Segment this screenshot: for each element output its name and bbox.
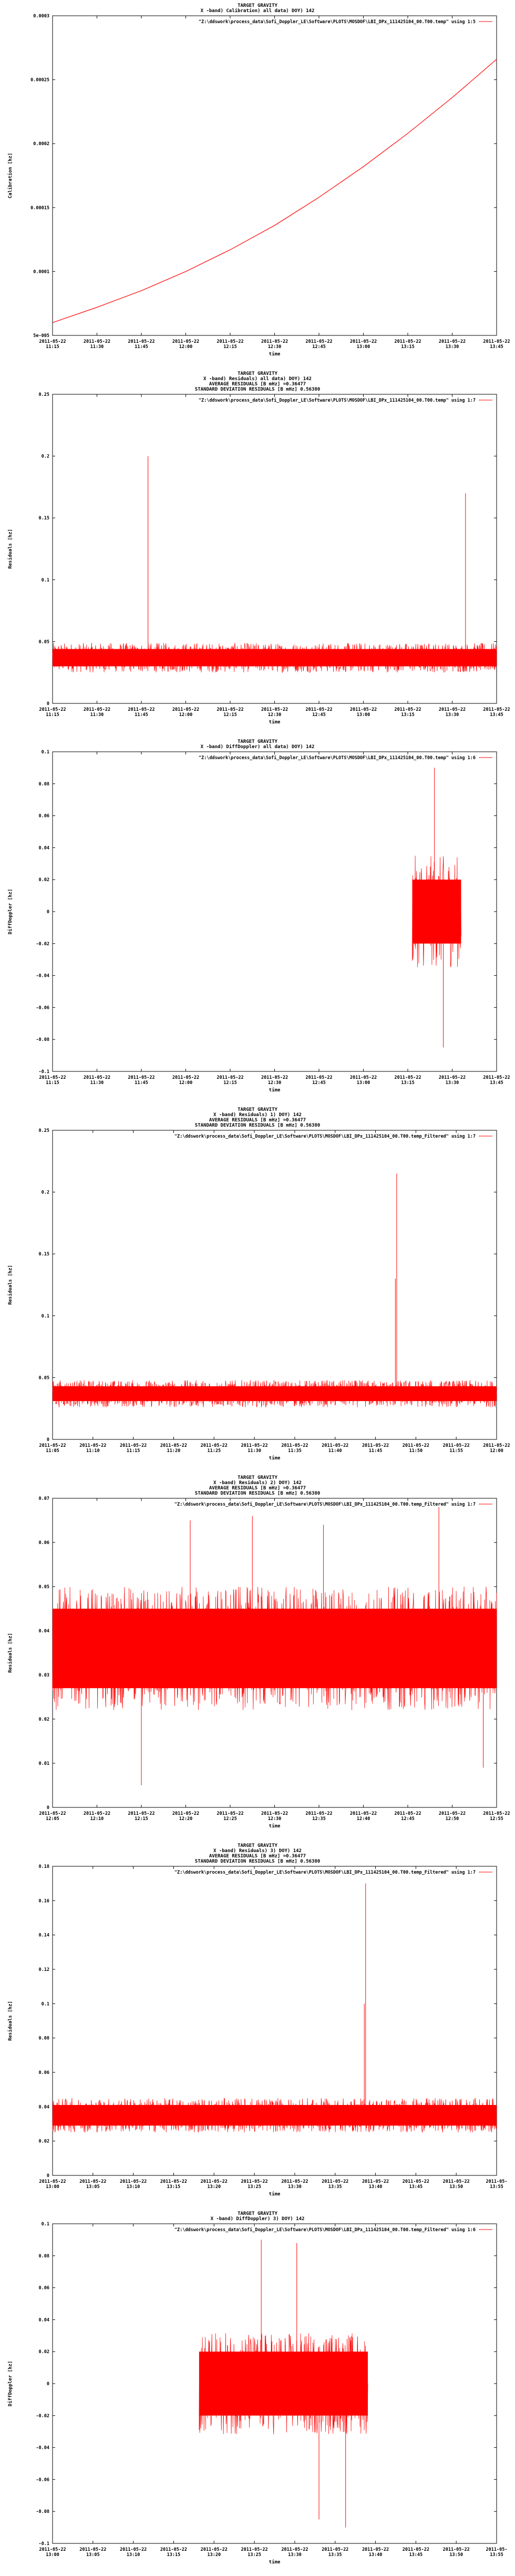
y-tick-label: -0.06	[36, 1005, 49, 1011]
x-tick-label: 13:15	[167, 2184, 181, 2190]
x-tick-label: 12:30	[267, 344, 282, 350]
y-tick-label: 0.05	[38, 1585, 49, 1590]
x-tick-label: 2011-05-22	[217, 1075, 244, 1080]
chart-panel-6	[0, 1840, 515, 2208]
y-tick-label: 0.25	[38, 1128, 49, 1133]
y-tick-label: 0.08	[38, 781, 49, 787]
plot-frame	[53, 1866, 497, 2175]
x-tick-label: 11:40	[328, 1448, 342, 1454]
x-tick-label: 11:55	[449, 1448, 463, 1454]
x-tick-label: 2011-05-22	[39, 2547, 66, 2552]
x-tick-label: 2011-05-22	[172, 339, 200, 344]
y-tick-label: 0.0003	[33, 14, 49, 19]
y-tick-label: 5e-005	[33, 333, 49, 339]
x-tick-label: 2011-05-22	[217, 707, 244, 712]
y-tick-label: -0.08	[36, 2509, 49, 2515]
x-tick-label: 11:45	[135, 344, 148, 350]
x-tick-label: 11:15	[46, 712, 59, 718]
y-tick-label: -0.04	[36, 973, 49, 979]
x-tick-label: 12:30	[267, 1816, 282, 1822]
x-tick-label: 2011-05-22	[200, 2547, 228, 2552]
y-tick-label: 0.06	[38, 2285, 49, 2291]
x-tick-label: 12:00	[179, 712, 193, 718]
y-tick-label: 0	[46, 909, 49, 915]
x-tick-label: 12:35	[312, 1816, 326, 1822]
chart-title-line: STANDARD DEVIATION RESIDUALS [B mHz] 0.56380	[194, 1491, 321, 1496]
y-tick-label: 0	[46, 1437, 49, 1443]
x-tick-label: 13:00	[46, 2552, 59, 2558]
y-tick-label: 0.14	[38, 1933, 49, 1938]
y-tick-label: 0.01	[38, 1761, 49, 1766]
x-tick-label: 2011-05-22	[128, 1075, 155, 1080]
chart-panel-2	[0, 368, 515, 736]
x-tick-label: 2011-05-22	[322, 2179, 349, 2184]
x-tick-label: 12:00	[179, 344, 193, 350]
y-tick-label: -0.06	[36, 2477, 49, 2483]
x-tick-label: 12:45	[312, 1080, 326, 1086]
x-tick-label: 12:30	[267, 712, 282, 718]
x-tick-label: 12:05	[46, 1816, 59, 1822]
x-tick-label: 13:30	[445, 1080, 459, 1086]
x-tick-label: 2011-05-22	[322, 2547, 349, 2552]
x-tick-label: 13:05	[86, 2552, 100, 2558]
x-tick-label: 2011-05-22	[261, 707, 289, 712]
chart-title-line: X -band) Residuals) 3) DOY) 142	[213, 1848, 302, 1854]
legend-entry: "Z:\ddswork\process_data\Sofi_Doppler_LE\Software\PLOTS\MOSDOF\LBI_DPx_111425104_00.T00.temp" using 1:5	[198, 19, 476, 25]
y-tick-label: 0.08	[38, 2036, 49, 2041]
x-tick-label: 2011-05-22	[483, 339, 510, 344]
x-tick-label: 2011-05-22	[438, 707, 466, 712]
y-tick-label: 0.15	[38, 516, 49, 522]
y-tick-label: 0.00025	[30, 77, 49, 83]
x-tick-label: 2011-05-22	[305, 339, 333, 344]
y-tick-label: -0.04	[36, 2445, 49, 2451]
x-tick-label: 13:55	[490, 2552, 503, 2558]
x-tick-label: 11:30	[90, 1080, 104, 1086]
x-tick-label: 2011-05-22	[402, 2179, 429, 2184]
x-tick-label: 2011-05-22	[217, 1811, 244, 1816]
y-axis-label: Calibration [hz]	[8, 152, 13, 199]
chart-title-line: STANDARD DEVIATION RESIDUALS [B mHz] 0.56380	[194, 387, 321, 392]
y-tick-label: 0.0001	[33, 269, 49, 275]
x-tick-label: 13:20	[207, 2552, 221, 2558]
x-tick-label: 2011-05-22	[39, 1075, 66, 1080]
x-axis-label: time	[269, 1088, 281, 1093]
y-axis-label: DiffDoppler [hz]	[8, 2360, 13, 2407]
chart-title-line: X -band) Calibration) all data) DOY) 142	[200, 8, 315, 14]
x-tick-label: 13:45	[490, 712, 503, 718]
x-tick-label: 2011-05-22	[281, 2179, 308, 2184]
chart-title-line: TARGET GRAVITY	[238, 3, 277, 8]
x-tick-label: 13:45	[490, 1080, 503, 1086]
y-tick-label: 0.06	[38, 1540, 49, 1546]
x-tick-label: 11:30	[90, 344, 104, 350]
x-tick-label: 2011-05-22	[128, 707, 155, 712]
y-tick-label: 0.02	[38, 1717, 49, 1722]
x-tick-label: 2011-05-22	[394, 1811, 421, 1816]
x-tick-label: 2011-05-22	[394, 1075, 421, 1080]
x-tick-label: 2011-05-22	[394, 707, 421, 712]
x-tick-label: 13:15	[401, 344, 415, 350]
x-tick-label: 2011-05-22	[438, 1811, 466, 1816]
x-tick-label: 2011-05-22	[281, 1443, 308, 1448]
legend-entry: "Z:\ddswork\process_data\Sofi_Doppler_LE\Software\PLOTS\MOSDOF\LBI_DPx_111425104_00.T00.temp" using 1:7	[198, 398, 476, 403]
x-tick-label: 13:50	[449, 2552, 463, 2558]
x-tick-label: 2011-05-22	[402, 2547, 429, 2552]
x-tick-label: 2011-05-22	[172, 707, 200, 712]
x-tick-label: 2011-05-22	[305, 1075, 333, 1080]
y-tick-label: 0.00015	[30, 205, 49, 211]
y-axis-label: DiffDoppler [hz]	[8, 888, 13, 935]
x-tick-label: 2011-05-22	[172, 1075, 200, 1080]
x-tick-label: 2011-05-22	[241, 2547, 268, 2552]
x-tick-label: 13:35	[328, 2184, 342, 2190]
x-tick-label: 12:30	[267, 1080, 282, 1086]
x-tick-label: 2011-05-22	[172, 1811, 200, 1816]
chart-title-line: TARGET GRAVITY	[238, 1107, 277, 1112]
y-tick-label: 0.02	[38, 877, 49, 883]
chart-title-line: TARGET GRAVITY	[238, 1475, 277, 1480]
x-tick-label: 2011-05-22	[402, 1443, 429, 1448]
x-tick-label: 2011-05-22	[160, 2547, 188, 2552]
x-tick-label: 13:15	[167, 2552, 181, 2558]
chart-title-line: X -band) Residuals) 2) DOY) 142	[213, 1480, 302, 1486]
x-tick-label: 13:00	[356, 1080, 370, 1086]
y-tick-label: 0.16	[38, 1898, 49, 1904]
x-axis-label: time	[269, 2560, 281, 2565]
y-tick-label: 0	[46, 2381, 49, 2387]
x-tick-label: 11:05	[46, 1448, 59, 1454]
x-tick-label: 11:45	[135, 712, 148, 718]
chart-title-line: TARGET GRAVITY	[238, 1843, 277, 1848]
x-tick-label: 2011-05-22	[39, 1443, 66, 1448]
x-tick-label: 2011-05-22	[120, 2179, 147, 2184]
chart-title-line: TARGET GRAVITY	[238, 2211, 277, 2216]
x-tick-label: 11:30	[248, 1448, 261, 1454]
y-tick-label: 0.02	[38, 2349, 49, 2355]
y-tick-label: 0.05	[38, 1375, 49, 1381]
x-tick-label: 11:50	[409, 1448, 423, 1454]
x-tick-label: 12:25	[223, 1816, 237, 1822]
x-tick-label: 13:40	[368, 2552, 383, 2558]
plot-frame	[53, 16, 497, 335]
x-tick-label: 2011-05-22	[442, 2547, 470, 2552]
x-tick-label: 12:00	[490, 1448, 503, 1454]
x-tick-label: 2011-05-22	[438, 339, 466, 344]
x-tick-label: 12:55	[490, 1816, 503, 1822]
y-tick-label: 0.04	[38, 2104, 49, 2110]
x-tick-label: 12:15	[223, 712, 237, 718]
chart-svg	[0, 2208, 515, 2576]
y-tick-label: 0.12	[38, 1967, 49, 1972]
y-tick-label: -0.08	[36, 1037, 49, 1043]
chart-title-line: X -band) Residuals) all data) DOY) 142	[203, 376, 312, 382]
x-tick-label: 13:00	[46, 2184, 59, 2190]
y-tick-label: -0.02	[36, 2413, 49, 2419]
x-tick-label: 11:15	[46, 344, 59, 350]
y-tick-label: 0.08	[38, 2253, 49, 2259]
x-tick-label: 12:20	[179, 1816, 193, 1822]
chart-title-line: STANDARD DEVIATION RESIDUALS [B mHz] 0.56380	[194, 1859, 321, 1864]
y-tick-label: 0.1	[41, 750, 49, 755]
x-tick-label: 13:45	[409, 2552, 423, 2558]
y-axis-label: Residuals [hz]	[8, 529, 13, 569]
x-tick-label: 13:15	[401, 712, 415, 718]
y-tick-label: -0.02	[36, 941, 49, 947]
x-tick-label: 2011-05-	[486, 2547, 508, 2552]
x-tick-label: 2011-05-22	[83, 1075, 111, 1080]
x-tick-label: 12:15	[135, 1816, 148, 1822]
x-tick-label: 2011-05-22	[241, 1443, 268, 1448]
x-tick-label: 2011-05-22	[39, 339, 66, 344]
x-tick-label: 2011-05-22	[261, 339, 289, 344]
x-tick-label: 2011-05-22	[305, 1811, 333, 1816]
y-tick-label: 0.1	[41, 2222, 49, 2227]
chart-panel-1	[0, 0, 515, 368]
chart-panel-3	[0, 736, 515, 1104]
y-tick-label: 0.04	[38, 1629, 49, 1634]
x-tick-label: 13:15	[401, 1080, 415, 1086]
y-tick-label: 0.04	[38, 845, 49, 851]
y-tick-label: 0.03	[38, 1673, 49, 1678]
x-tick-label: 12:45	[401, 1816, 415, 1822]
x-tick-label: 2011-05-22	[483, 1811, 510, 1816]
legend-entry: "Z:\ddswork\process_data\Sofi_Doppler_LE\Software\PLOTS\MOSDOF\LBI_DPx_111425104_00.T00.temp" using 1:6	[198, 755, 476, 761]
x-tick-label: 2011-05-22	[483, 1443, 510, 1448]
chart-title-line: TARGET GRAVITY	[238, 371, 277, 376]
chart-svg	[0, 1472, 515, 1840]
y-tick-label: 0.2	[41, 1190, 49, 1195]
x-tick-label: 11:15	[126, 1448, 140, 1454]
x-tick-label: 12:10	[90, 1816, 104, 1822]
y-tick-label: 0.1	[41, 577, 49, 583]
x-tick-label: 12:45	[312, 344, 326, 350]
x-tick-label: 13:25	[248, 2552, 261, 2558]
chart-svg	[0, 368, 515, 736]
y-tick-label: 0.0002	[33, 141, 49, 147]
x-tick-label: 2011-05-22	[160, 1443, 188, 1448]
x-tick-label: 2011-05-22	[261, 1075, 289, 1080]
x-tick-label: 2011-05-22	[83, 707, 111, 712]
x-tick-label: 12:45	[312, 712, 326, 718]
chart-panel-7	[0, 2208, 515, 2576]
x-tick-label: 2011-05-22	[120, 2547, 147, 2552]
x-tick-label: 13:55	[490, 2184, 503, 2190]
x-tick-label: 2011-05-22	[39, 707, 66, 712]
legend-entry: "Z:\ddswork\process_data\Sofi_Doppler_LE\Software\PLOTS\MOSDOF\LBI_DPx_111425104_00.T00.temp_Filtered" using 1:6	[174, 2227, 476, 2233]
x-tick-label: 2011-05-22	[39, 1811, 66, 1816]
x-tick-label: 2011-05-22	[217, 339, 244, 344]
x-tick-label: 12:15	[223, 344, 237, 350]
chart-title-line: X -band) Residuals) 1) DOY) 142	[213, 1112, 302, 1118]
series-line	[53, 2098, 497, 2132]
x-tick-label: 2011-05-22	[349, 1811, 377, 1816]
chart-title-line: X -band) DiffDoppler) 3) DOY) 142	[210, 2216, 305, 2222]
y-tick-label: 0	[46, 2173, 49, 2179]
x-tick-label: 13:05	[86, 2184, 100, 2190]
y-axis-label: Residuals [hz]	[8, 2001, 13, 2041]
y-tick-label: 0.25	[38, 392, 49, 397]
x-tick-label: 13:40	[368, 2184, 383, 2190]
x-axis-label: time	[269, 1456, 281, 1461]
legend-entry: "Z:\ddswork\process_data\Sofi_Doppler_LE\Software\PLOTS\MOSDOF\LBI_DPx_111425104_00.T00.temp_Filtered" using 1:7	[174, 1134, 476, 1139]
x-axis-label: time	[269, 720, 281, 725]
x-tick-label: 12:00	[179, 1080, 193, 1086]
x-tick-label: 12:50	[445, 1816, 459, 1822]
y-axis-label: Residuals [hz]	[8, 1633, 13, 1673]
x-tick-label: 11:10	[86, 1448, 100, 1454]
x-tick-label: 2011-05-22	[120, 1443, 147, 1448]
x-tick-label: 13:45	[490, 344, 503, 350]
x-tick-label: 2011-05-22	[128, 1811, 155, 1816]
x-tick-label: 13:50	[449, 2184, 463, 2190]
chart-svg	[0, 736, 515, 1104]
x-tick-label: 2011-05-22	[483, 1075, 510, 1080]
x-tick-label: 2011-05-22	[39, 2179, 66, 2184]
x-tick-label: 2011-05-22	[261, 1811, 289, 1816]
x-tick-label: 2011-05-	[486, 2179, 508, 2184]
chart-title-line: TARGET GRAVITY	[238, 739, 277, 744]
y-tick-label: 0.15	[38, 1252, 49, 1258]
x-tick-label: 2011-05-22	[394, 339, 421, 344]
y-tick-label: 0.06	[38, 2070, 49, 2076]
x-tick-label: 2011-05-22	[200, 2179, 228, 2184]
x-tick-label: 2011-05-22	[83, 1811, 111, 1816]
x-tick-label: 2011-05-22	[200, 1443, 228, 1448]
x-tick-label: 11:45	[135, 1080, 148, 1086]
x-tick-label: 12:15	[223, 1080, 237, 1086]
x-tick-label: 2011-05-22	[349, 707, 377, 712]
chart-title-line: STANDARD DEVIATION RESIDUALS [B mHz] 0.56380	[194, 1123, 321, 1128]
legend-entry: "Z:\ddswork\process_data\Sofi_Doppler_LE\Software\PLOTS\MOSDOF\LBI_DPx_111425104_00.T00.temp_Filtered" using 1:7	[174, 1870, 476, 1875]
x-tick-label: 13:30	[288, 2552, 302, 2558]
x-axis-label: time	[269, 352, 281, 357]
x-tick-label: 2011-05-22	[442, 2179, 470, 2184]
x-tick-label: 2011-05-22	[241, 2179, 268, 2184]
x-tick-label: 2011-05-22	[128, 339, 155, 344]
x-tick-label: 13:30	[445, 344, 459, 350]
x-tick-label: 11:30	[90, 712, 104, 718]
x-axis-label: time	[269, 2192, 281, 2197]
y-tick-label: 0.06	[38, 813, 49, 819]
x-tick-label: 11:25	[207, 1448, 221, 1454]
x-tick-label: 11:45	[368, 1448, 383, 1454]
x-tick-label: 13:35	[328, 2552, 342, 2558]
y-axis-label: Residuals [hz]	[8, 1265, 13, 1305]
chart-panel-4	[0, 1104, 515, 1472]
x-tick-label: 2011-05-22	[79, 2547, 107, 2552]
y-tick-label: 0.05	[38, 639, 49, 645]
x-tick-label: 2011-05-22	[349, 1075, 377, 1080]
legend-entry: "Z:\ddswork\process_data\Sofi_Doppler_LE\Software\PLOTS\MOSDOF\LBI_DPx_111425104_00.T00.temp_Filtered" using 1:7	[174, 1502, 476, 1507]
chart-svg	[0, 1840, 515, 2208]
x-tick-label: 11:15	[46, 1080, 59, 1086]
y-tick-label: -0.1	[38, 1069, 49, 1075]
x-tick-label: 12:40	[356, 1816, 370, 1822]
y-tick-label: 0.1	[41, 1313, 49, 1319]
y-tick-label: 0.1	[41, 2001, 49, 2007]
chart-svg	[0, 1104, 515, 1472]
x-tick-label: 13:30	[288, 2184, 302, 2190]
y-tick-label: 0.18	[38, 1864, 49, 1869]
chart-panel-5	[0, 1472, 515, 1840]
y-tick-label: 0	[46, 1805, 49, 1811]
chart-svg	[0, 0, 515, 368]
x-tick-label: 2011-05-22	[362, 2179, 389, 2184]
x-tick-label: 2011-05-22	[349, 339, 377, 344]
x-tick-label: 2011-05-22	[442, 1443, 470, 1448]
chart-title-line: X -band) DiffDoppler) all data) DOY) 142	[200, 744, 315, 750]
y-tick-label: 0.04	[38, 2317, 49, 2323]
x-tick-label: 13:25	[248, 2184, 261, 2190]
y-tick-label: 0.07	[38, 1496, 49, 1501]
x-tick-label: 11:35	[288, 1448, 302, 1454]
series-line	[53, 59, 497, 323]
x-tick-label: 13:20	[207, 2184, 221, 2190]
x-tick-label: 13:00	[356, 712, 370, 718]
x-tick-label: 2011-05-22	[79, 1443, 107, 1448]
x-tick-label: 13:10	[126, 2552, 140, 2558]
x-tick-label: 2011-05-22	[83, 339, 111, 344]
x-tick-label: 2011-05-22	[322, 1443, 349, 1448]
x-tick-label: 13:00	[356, 344, 370, 350]
x-tick-label: 2011-05-22	[362, 1443, 389, 1448]
x-axis-label: time	[269, 1824, 281, 1829]
x-tick-label: 13:45	[409, 2184, 423, 2190]
x-tick-label: 2011-05-22	[305, 707, 333, 712]
y-tick-label: 0.2	[41, 454, 49, 459]
x-tick-label: 2011-05-22	[160, 2179, 188, 2184]
y-tick-label: -0.1	[38, 2541, 49, 2547]
x-tick-label: 2011-05-22	[483, 707, 510, 712]
x-tick-label: 2011-05-22	[281, 2547, 308, 2552]
x-tick-label: 11:20	[167, 1448, 181, 1454]
x-tick-label: 13:10	[126, 2184, 140, 2190]
chart-title-line: AVERAGE RESIDUALS [B mHz] =0.36477	[209, 382, 306, 387]
chart-title-line: AVERAGE RESIDUALS [B mHz] =0.36477	[209, 1486, 306, 1491]
chart-title-line: AVERAGE RESIDUALS [B mHz] =0.36477	[209, 1118, 306, 1123]
chart-title-line: AVERAGE RESIDUALS [B mHz] =0.36477	[209, 1854, 306, 1859]
x-tick-label: 2011-05-22	[438, 1075, 466, 1080]
x-tick-label: 2011-05-22	[79, 2179, 107, 2184]
y-tick-label: 0.02	[38, 2139, 49, 2144]
y-tick-label: 0	[46, 701, 49, 707]
x-tick-label: 2011-05-22	[362, 2547, 389, 2552]
x-tick-label: 13:30	[445, 712, 459, 718]
